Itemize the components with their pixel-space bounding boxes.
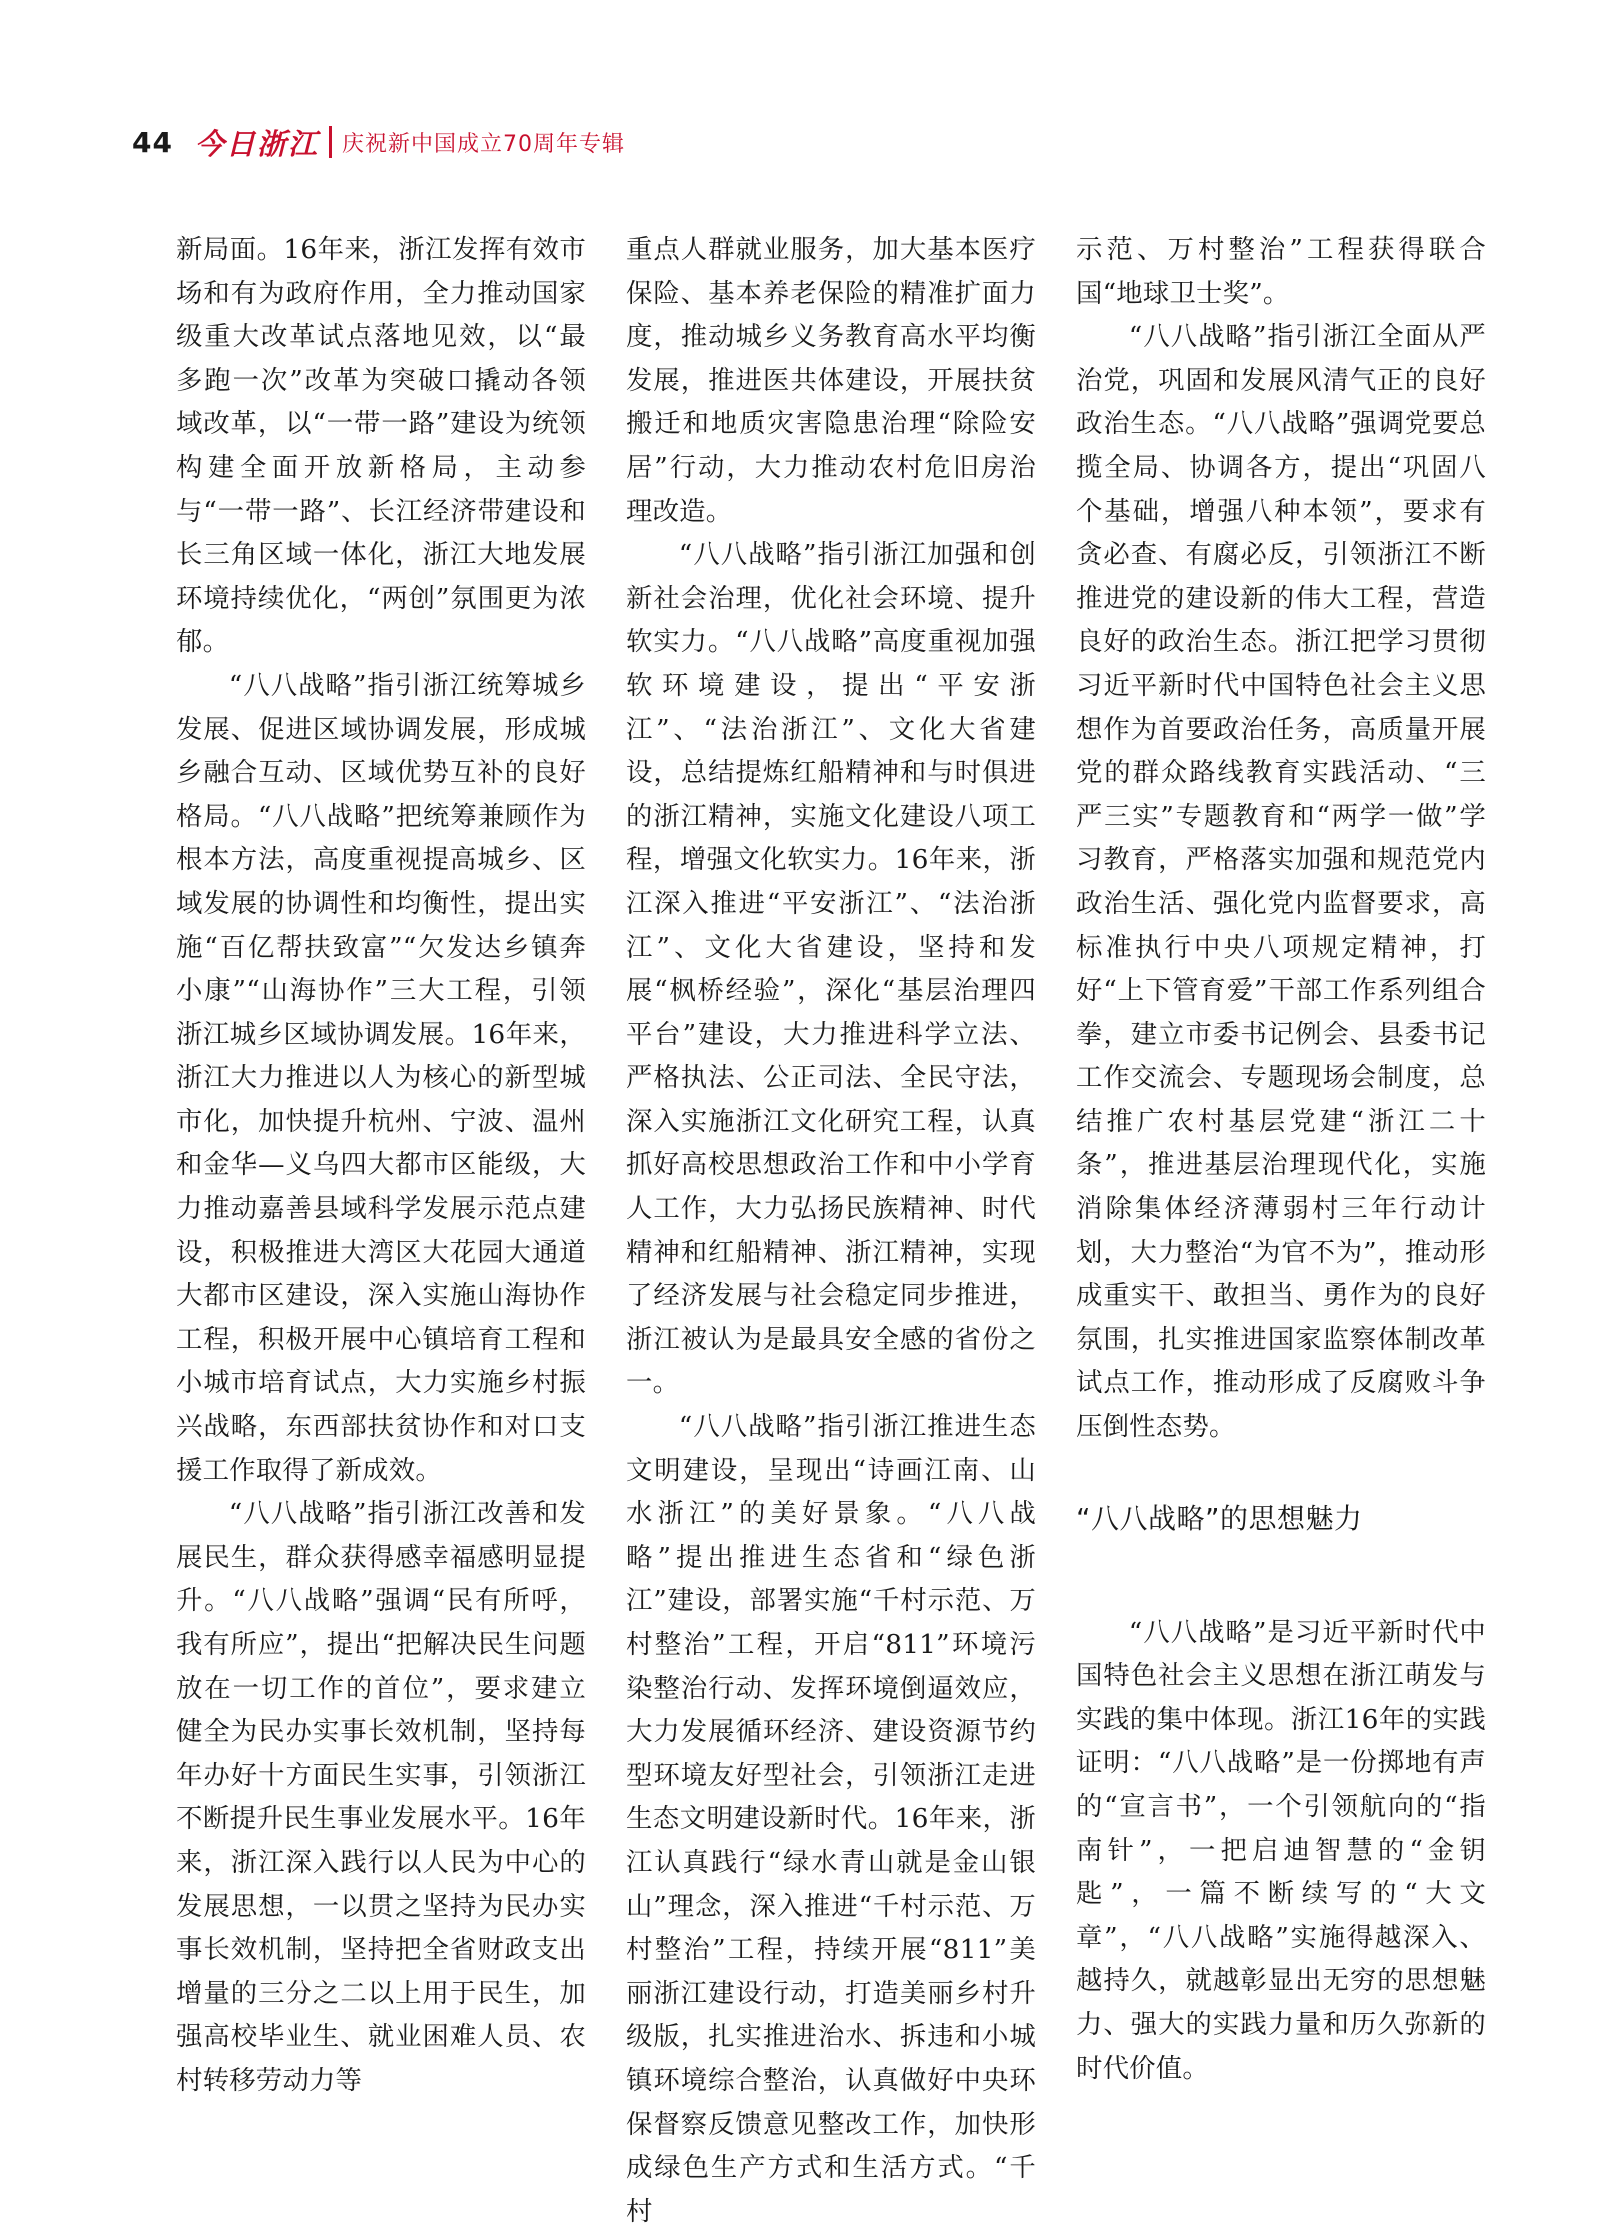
text-column-1 <box>176 228 586 2103</box>
section-label: 庆祝新中国成立70周年专辑 <box>341 131 625 157</box>
paragraph: “八八战略”指引浙江统筹城乡发展、促进区域协调发展，形成城乡融合互动、区域优势互补的良好格局。“八八战略”把统筹兼顾作为根本方法，高度重视提高城乡、区域发展的协调性和均衡性，提出实施“百亿帮扶致富”“欠发达乡镇奔小康”“山海协作”三大工程，引领浙江城乡区域协调发展。16年来，浙江大力推进以人为核心的新型城市化，加快提升杭州、宁波、温州和金华—义乌四大都市区能级，大力推动嘉善县域科学发展示范点建设，积极推进大湾区大花园大通道大都市区建设，深入实施山海协作工程，积极开展中心镇培育工程和小城市培育试点，大力实施乡村振兴战略，东西部扶贫协作和对口支援工作取得了新成效。 <box>176 669 586 1486</box>
paragraph: 新局面。16年来，浙江发挥有效市场和有为政府作用，全力推动国家级重大改革试点落地见效，以“最多跑一次”改革为突破口撬动各领域改革，以“一带一路”建设为统领构建全面开放新格局，主动参与“一带一路”、长江经济带建设和长三角区域一体化，浙江大地发展环境持续优化，“两创”氛围更为浓郁。 <box>176 234 586 658</box>
header-divider <box>329 126 332 158</box>
paragraph: “八八战略”是习近平新时代中国特色社会主义思想在浙江萌发与实践的集中体现。浙江16年的实践证明：“八八战略”是一份掷地有声的“宣言书”，一个引领航向的“指南针”，一把启迪智慧的“金钥匙”，一篇不断续写的“大文章”，“八八战略”实施得越深入、越持久，就越彰显出无穷的思想魅力、强大的实践力量和历久弥新的时代价值。 <box>1076 1616 1486 2084</box>
paragraph: 重点人群就业服务，加大基本医疗保险、基本养老保险的精准扩面力度，推动城乡义务教育高水平均衡发展，推进医共体建设，开展扶贫搬迁和地质灾害隐患治理“除险安居”行动，大力推动农村危旧房治理改造。 <box>626 234 1036 527</box>
paragraph: 示范、万村整治”工程获得联合国“地球卫士奖”。 <box>1076 234 1486 309</box>
magazine-logo: 今日浙江 <box>194 126 319 161</box>
paragraph: “八八战略”指引浙江加强和创新社会治理，优化社会环境、提升软实力。“八八战略”高度重视加强软环境建设，提出“平安浙江”、“法治浙江”、文化大省建设，总结提炼红船精神和与时俱进的浙江精神，实施文化建设八项工程，增强文化软实力。16年来，浙江深入推进“平安浙江”、“法治浙江”、文化大省建设，坚持和发展“枫桥经验”，深化“基层治理四平台”建设，大力推进科学立法、严格执法、公正司法、全民守法，深入实施浙江文化研究工程，认真抓好高校思想政治工作和中小学育人工作，大力弘扬民族精神、时代精神和红船精神、浙江精神，实现了经济发展与社会稳定同步推进，浙江被认为是最具安全感的省份之一。 <box>626 539 1036 1399</box>
paragraph: “八八战略”指引浙江推进生态文明建设，呈现出“诗画江南、山水浙江”的美好景象。“八八战略”提出推进生态省和“绿色浙江”建设，部署实施“千村示范、万村整治”工程，开启“811”环境污染整治行动、发挥环境倒逼效应，大力发展循环经济、建设资源节约型环境友好型社会，引领浙江走进生态文明建设新时代。16年来，浙江认真践行“绿水青山就是金山银山”理念，深入推进“千村示范、万村整治”工程，持续开展“811”美丽浙江建设行动，打造美丽乡村升级版，扎实推进治水、拆违和小城镇环境综合整治，认真做好中央环保督察反馈意见整改工作，加快形成绿色生产方式和生活方式。“千村 <box>626 1411 1036 2227</box>
paragraph: “八八战略”指引浙江改善和发展民生，群众获得感幸福感明显提升。“八八战略”强调“民有所呼，我有所应”，提出“把解决民生问题放在一切工作的首位”，要求建立健全为民办实事长效机制，坚持每年办好十方面民生实事，引领浙江不断提升民生事业发展水平。16年来，浙江深入践行以人民为中心的发展思想，一以贯之坚持为民办实事长效机制，坚持把全省财政支出增量的三分之二以上用于民生，加强高校毕业生、就业困难人员、农村转移劳动力等 <box>176 1498 586 2096</box>
section-heading: “八八战略”的思想魅力 <box>1076 1501 1363 1535</box>
text-column-2 <box>626 228 1036 2233</box>
text-column-3 <box>1076 228 1486 2090</box>
page-number: 44 <box>132 125 173 159</box>
paragraph: “八八战略”指引浙江全面从严治党，巩固和发展风清气正的良好政治生态。“八八战略”强调党要总揽全局、协调各方，提出“巩固八个基础，增强八种本领”，要求有贪必查、有腐必反，引领浙江不断推进党的建设新的伟大工程，营造良好的政治生态。浙江把学习贯彻习近平新时代中国特色社会主义思想作为首要政治任务，高质量开展党的群众路线教育实践活动、“三严三实”专题教育和“两学一做”学习教育，严格落实加强和规范党内政治生活、强化党内监督要求，高标准执行中央八项规定精神，打好“上下管育爱”干部工作系列组合拳，建立市委书记例会、县委书记工作交流会、专题现场会制度，总结推广农村基层党建“浙江二十条”，推进基层治理现代化，实施消除集体经济薄弱村三年行动计划，大力整治“为官不为”，推动形成重实干、敢担当、勇作为的良好氛围，扎实推进国家监察体制改革试点工作，推动形成了反腐败斗争压倒性态势。 <box>1076 321 1486 1443</box>
page-header <box>132 122 625 162</box>
